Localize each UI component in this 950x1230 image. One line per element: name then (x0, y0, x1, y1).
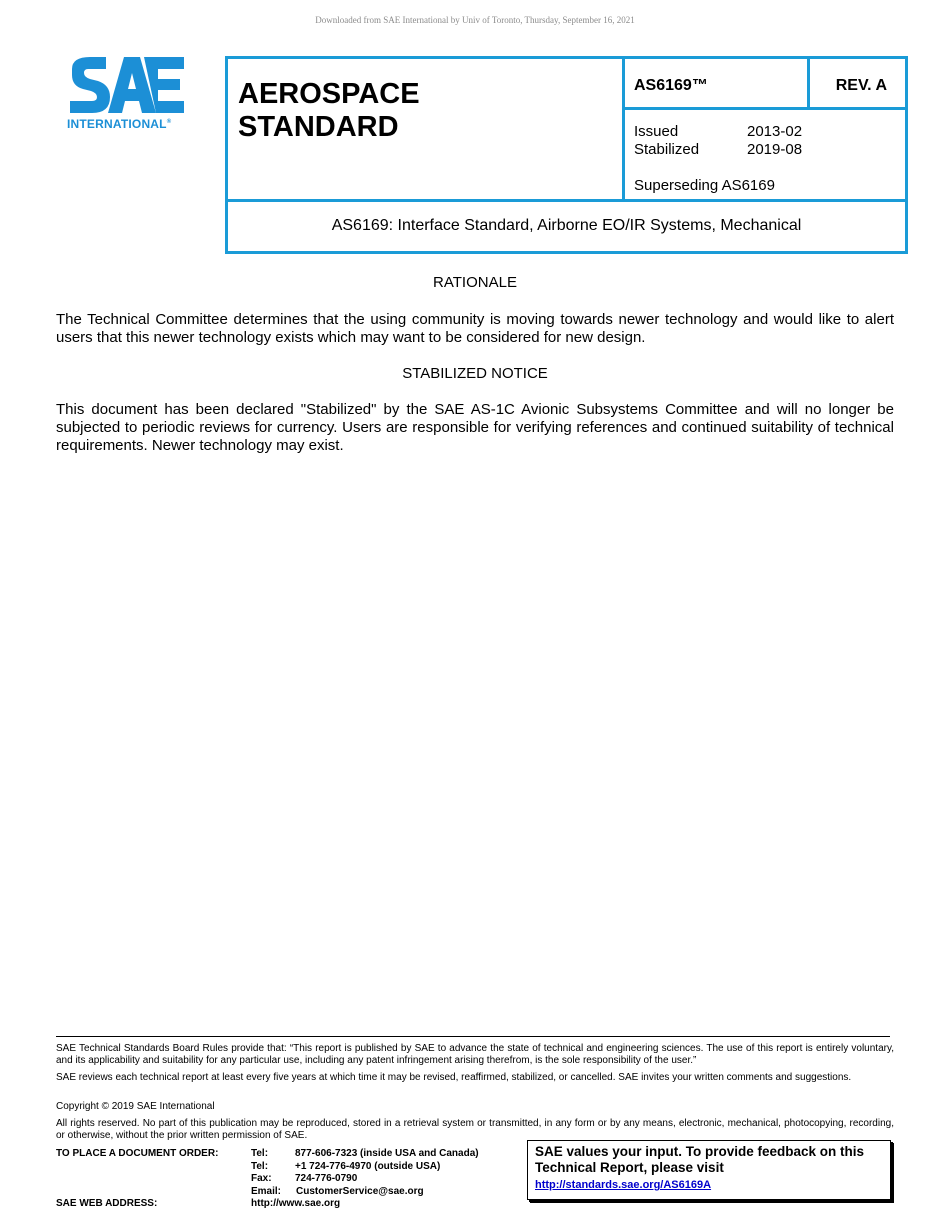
doc-type-cell (225, 56, 625, 202)
order-label: TO PLACE A DOCUMENT ORDER: (56, 1148, 219, 1159)
revision: REV. A (835, 77, 887, 94)
registered-mark: ® (166, 119, 172, 125)
feedback-link[interactable]: http://standards.sae.org/AS6169A (535, 1179, 712, 1191)
logo-subtitle (67, 117, 171, 131)
notice-heading: STABILIZED NOTICE (402, 365, 548, 382)
stabilized-row (634, 141, 802, 158)
web-address[interactable]: http://www.sae.org (251, 1198, 341, 1209)
sae-logo-mark (66, 55, 186, 115)
tel-intl: +1 724-776-4970 (outside USA) (295, 1161, 441, 1172)
rationale-text: The Technical Committee determines that the using community is moving towards newer technology and would like to alert users that this newer technology exists which may want to be considered for new design. (56, 311, 894, 346)
feedback-box (527, 1140, 891, 1200)
board-rules: SAE Technical Standards Board Rules provide that: “This report is published by SAE to advance the state of technical and engineering sciences. The use of this report is entirely voluntary, and its applicability and suitability for any particular use, including any patent infringement arising therefrom, is the sole responsibility of the user.” (56, 1043, 894, 1066)
tel-label: Tel: (251, 1148, 269, 1159)
revision-cell (807, 56, 908, 110)
stabilized-label: Stabilized (634, 141, 700, 158)
superseding: Superseding AS6169 (634, 177, 775, 194)
subtitle-cell (225, 199, 908, 254)
stabilized-value: 2019-08 (747, 141, 803, 158)
email-label: Email: (251, 1186, 282, 1197)
download-note: Downloaded from SAE International by Univ of Toronto, Thursday, September 16, 2021 (315, 15, 635, 25)
fax-number: 724-776-0790 (295, 1173, 358, 1184)
tel-label-2: Tel: (251, 1161, 269, 1172)
issued-label: Issued (634, 123, 679, 140)
review-note: SAE reviews each technical report at least every five years at which time it may be revised, reaffirmed, stabilized, or cancelled. SAE invites your written comments and suggestions. (56, 1072, 852, 1083)
rights-note: All rights reserved. No part of this publication may be reproduced, stored in a retrieval system or transmitted, in any form or by any means, electronic, mechanical, photocopying, recording, or otherwise, without the prior written permission of SAE. (56, 1118, 894, 1141)
tel-us: 877-606-7323 (inside USA and Canada) (295, 1148, 479, 1159)
issued-row (634, 123, 802, 140)
issued-value: 2013-02 (747, 123, 803, 140)
web-label: SAE WEB ADDRESS: (56, 1198, 158, 1209)
email-address[interactable]: CustomerService@sae.org (296, 1186, 424, 1197)
issue-info-cell (622, 107, 908, 202)
doc-number-cell (622, 56, 810, 110)
feedback-text: SAE values your input. To provide feedback on this Technical Report, please visit (535, 1144, 865, 1175)
copyright: Copyright © 2019 SAE International (56, 1101, 215, 1112)
notice-text: This document has been declared "Stabilized" by the SAE AS-1C Avionic Subsystems Committee and will no longer be subjected to periodic reviews for currency. Users are responsible for verifying references and continued suitability of technical requirements. Newer technology may exist. (56, 401, 894, 454)
logo-subtitle-text: INTERNATIONAL (67, 117, 167, 131)
doc-subtitle: AS6169: Interface Standard, Airborne EO/IR Systems, Mechanical (331, 217, 802, 234)
doc-number: AS6169™ (634, 77, 708, 94)
doc-type: AEROSPACE STANDARD (238, 78, 420, 143)
rationale-heading: RATIONALE (433, 274, 517, 291)
fax-label: Fax: (251, 1173, 272, 1184)
footer-divider (56, 1036, 890, 1037)
